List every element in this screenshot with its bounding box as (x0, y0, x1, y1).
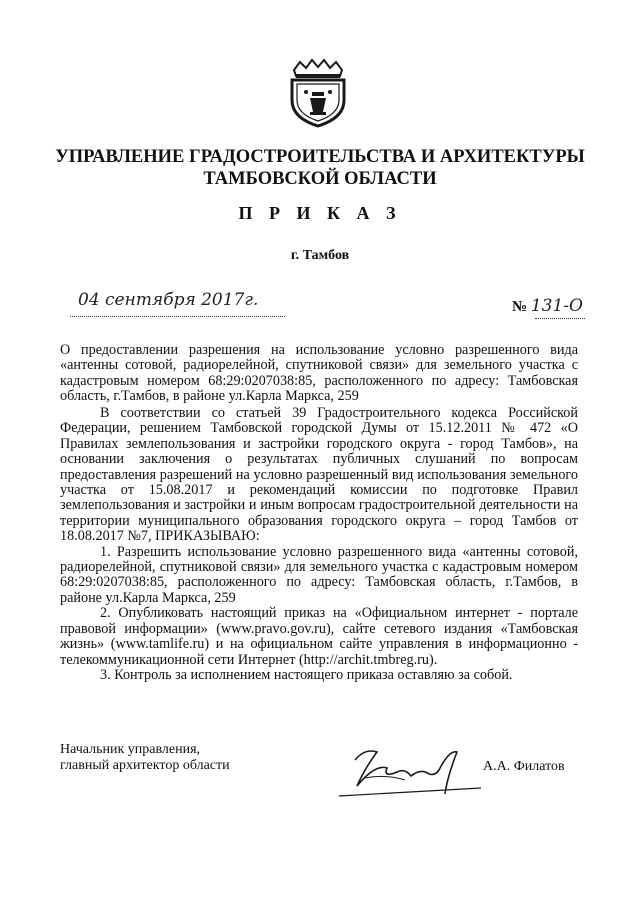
handwritten-signature (335, 738, 485, 808)
preamble: В соответствии со статьей 39 Градостроительного кодекса Российской Федерации, решением Тамбовской городской Думы от 15.12.2011 № 472 «О Правилах землепользования и застройки городского округа - город Тамбов», на основании заключения о результатах публичных слушаний по вопросам предоставления разрешений на условно разрешенный вид использования земельного участка от 15.08.2017 и рекомендаций комиссии по подготовке Правил землепользования и застройки и иным вопросам градостроительной деятельности на территории муниципального образования городского округа – город Тамбов от 18.08.2017 №7, ПРИКАЗЫВАЮ: (60, 405, 578, 545)
order-item-1: 1. Разрешить использование условно разрешенного вида «антенны сотовой, радиорелейной, спутниковой связи» для земельного участка с кадастровым номером 68:29:0207038:85, расположенного по адресу: Тамбовская область, г.Тамбов, в районе ул.Карла Маркса, 259 (60, 543, 578, 606)
signatory-title-line-1: Начальник управления, (60, 742, 201, 757)
signatory-name: А.А. Филатов (483, 759, 565, 774)
signatory-title (60, 742, 230, 774)
order-item-3: 3. Контроль за исполнением настоящего приказа оставляю за собой. (100, 666, 513, 683)
organization-name (40, 146, 600, 190)
number-underline (535, 318, 585, 319)
city: г. Тамбов (290, 248, 350, 263)
date-underline (70, 316, 285, 317)
order-subject (60, 343, 578, 405)
coat-of-arms-icon (286, 58, 350, 128)
handwritten-number: 131-О (530, 296, 583, 316)
org-line-1: УПРАВЛЕНИЕ ГРАДОСТРОИТЕЛЬСТВА И АРХИТЕКТУРЫ (55, 147, 585, 167)
handwritten-date: 04 сентября 2017г. (78, 290, 259, 310)
order-item-2: 2. Опубликовать настоящий приказ на «Официальном интернет - портале правовой информации» (www.pravo.gov.ru), сайте сетевого издания «Тамбовская жизнь» (www.tamlife.ru) и на официальном сайте управления в информационно - телекоммуникационной сети Интернет (http://archit.tmbreg.ru). (60, 605, 578, 668)
signatory-title-line-2: главный архитектор области (60, 758, 230, 773)
document-type: П Р И К А З (238, 203, 402, 223)
order-number (512, 296, 583, 316)
number-sign: № (512, 299, 528, 315)
subject-text: О предоставлении разрешения на использование условно разрешенного вида «антенны сотовой, радиорелейной, спутниковой связи» для земельного участка с кадастровым номером 68:29:0207038:85, расположенного по адресу: Тамбовская область, г.Тамбов, в районе ул.Карла Маркса, 259 (60, 342, 578, 405)
order-body (60, 406, 578, 683)
org-line-2: ТАМБОВСКОЙ ОБЛАСТИ (203, 169, 437, 189)
